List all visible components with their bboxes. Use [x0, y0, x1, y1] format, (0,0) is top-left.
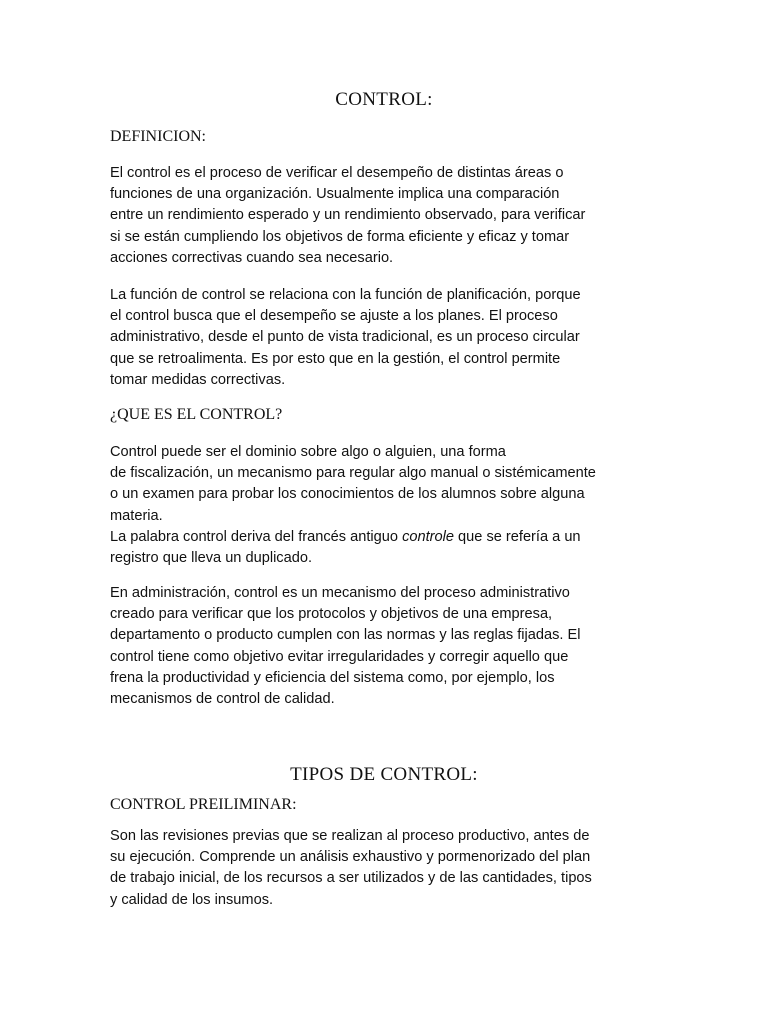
text-line: El control es el proceso de verificar el desempeño de distintas áreas o [110, 165, 564, 181]
section-heading-que-es: ¿QUE ES EL CONTROL? [110, 406, 283, 423]
text-line: tomar medidas correctivas. [110, 371, 286, 388]
text-line: administrativo, desde el punto de vista tradicional, es un proceso circular [110, 329, 580, 346]
text-line: mecanismos de control de calidad. [110, 691, 335, 708]
text-line: creado para verificar que los protocolos y objetivos de una empresa, [110, 606, 553, 623]
text-line: La función de control se relaciona con la función de planificación, porque [110, 287, 581, 303]
text-line: Control puede ser el dominio sobre algo o alguien, una forma [110, 444, 506, 460]
section-heading-preliminar: CONTROL PREILIMINAR: [110, 796, 297, 813]
text-line: control tiene como objetivo evitar irregularidades y corregir aquello que [110, 648, 569, 665]
text-line: En administración, control es un mecanismo del proceso administrativo [110, 585, 570, 601]
section-title-tipos: TIPOS DE CONTROL: [290, 764, 478, 785]
text-line: acciones correctivas cuando sea necesario. [110, 249, 394, 266]
text-line: o un examen para probar los conocimientos de los alumnos sobre alguna [110, 486, 585, 503]
text-line: y calidad de los insumos. [110, 891, 274, 908]
text-line: materia. [110, 507, 163, 524]
text-line: departamento o producto cumplen con las normas y las reglas fijadas. El [110, 627, 581, 644]
text-line: Son las revisiones previas que se realizan al proceso productivo, antes de [110, 828, 590, 844]
text-line: entre un rendimiento esperado y un rendimiento observado, para verificar [110, 207, 586, 224]
text-line: que se retroalimenta. Es por esto que en la gestión, el control permite [110, 350, 561, 367]
text-line: su ejecución. Comprende un análisis exhaustivo y pormenorizado del plan [110, 849, 591, 866]
text-line: de fiscalización, un mecanismo para regular algo manual o sistémicamente [110, 465, 596, 482]
text-segment: que se refería a un [453, 528, 581, 545]
page-title: CONTROL: [335, 89, 433, 110]
italic-term: controle [402, 528, 454, 545]
paragraph-definicion-1 [110, 163, 670, 269]
text-line: el control busca que el desempeño se ajuste a los planes. El proceso [110, 308, 558, 325]
text-line: si se están cumpliendo los objetivos de forma eficiente y eficaz y tomar [110, 228, 570, 245]
paragraph-definicion-2 [110, 285, 670, 391]
text-line: funciones de una organización. Usualmente implica una comparación [110, 186, 560, 203]
paragraph-preliminar [110, 826, 670, 911]
text-line: frena la productividad y eficiencia del sistema como, por ejemplo, los [110, 669, 555, 686]
paragraph-que-es-2 [110, 583, 670, 710]
paragraph-que-es-1 [110, 442, 670, 569]
text-segment: La palabra control deriva del francés antiguo [110, 528, 403, 545]
text-line: registro que lleva un duplicado. [110, 550, 313, 567]
text-line [110, 527, 670, 548]
section-heading-definicion: DEFINICION: [110, 128, 206, 145]
text-line: de trabajo inicial, de los recursos a ser utilizados y de las cantidades, tipos [110, 870, 592, 887]
